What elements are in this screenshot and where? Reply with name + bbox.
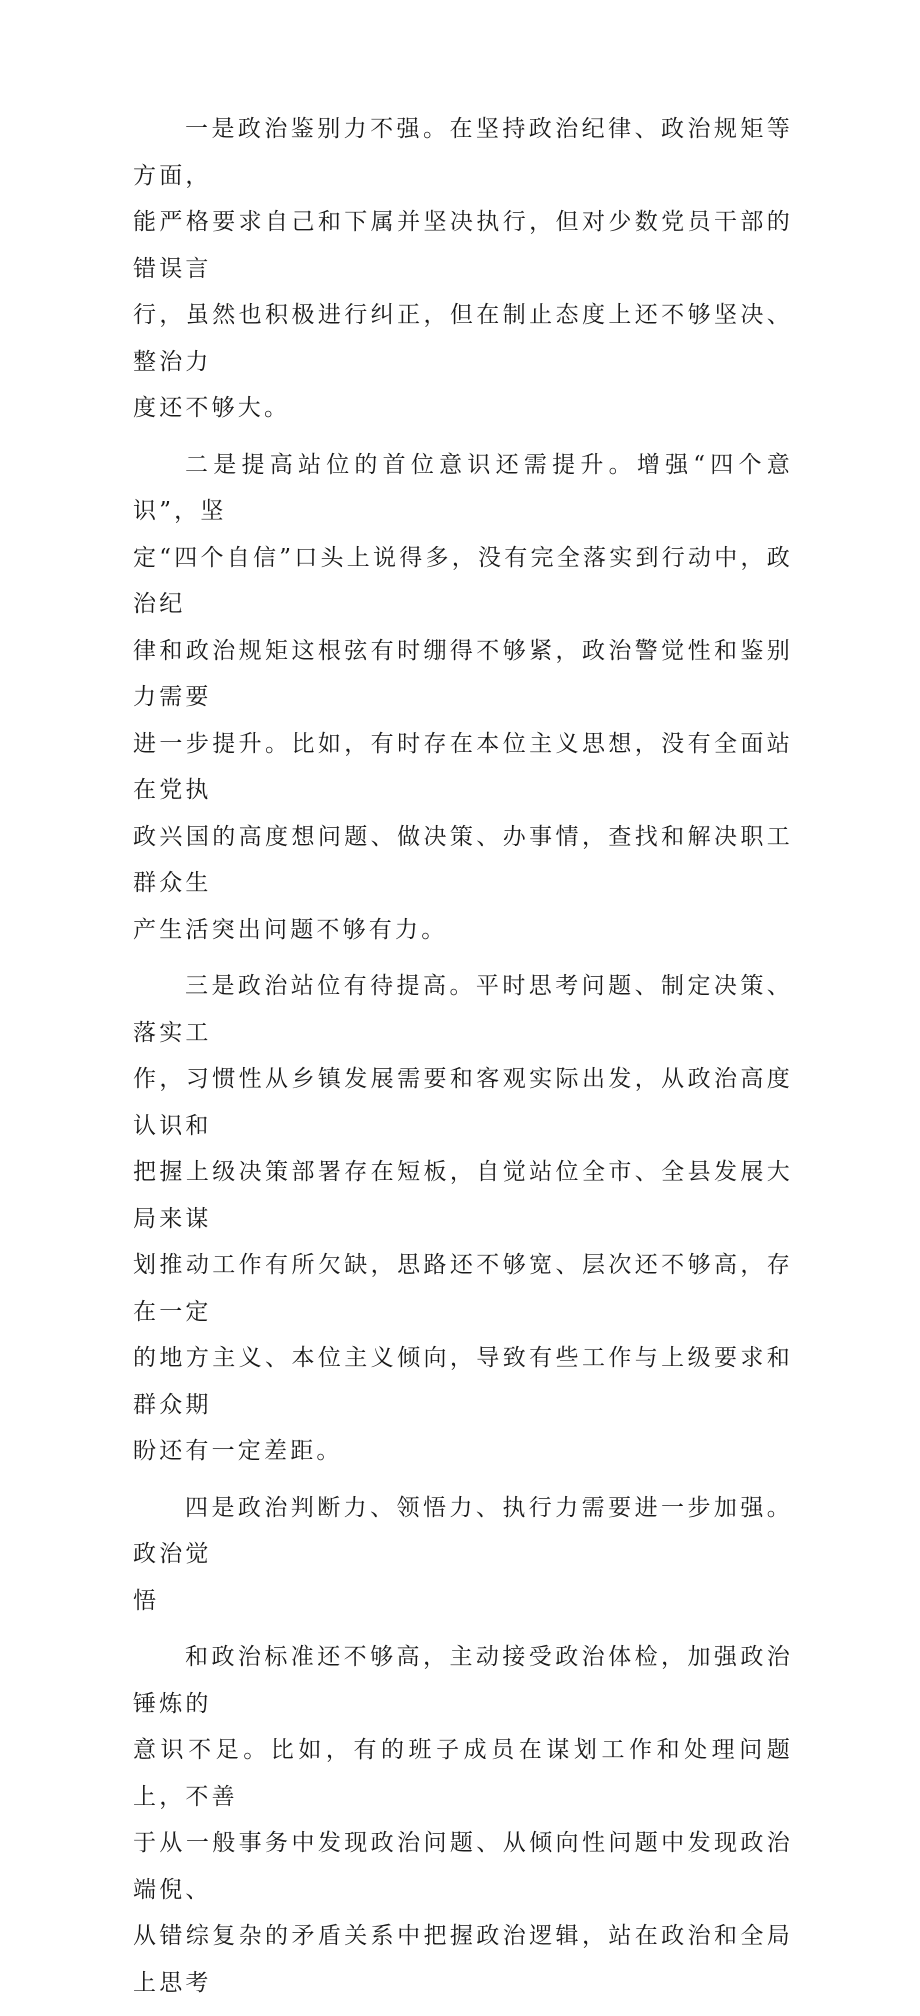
paragraph-2: 二是提高站位的首位意识还需提升。增强“四个意识”，坚 定“四个自信”口头上说得多，没有完全落实到行动中，政治纪 律和政治规矩这根弦有时绷得不够紧，政治警觉性和鉴别力需要 进一步提升。比如，有时存在本位主义思想，没有全面站在党执 政兴国的高度想问题、做决策、办事情，查找和解决职工群众生 产生活突出问题不够有力。 (133, 451, 793, 943)
paragraph-5: 和政治标准还不够高，主动接受政治体检，加强政治锤炼的 意识不足。比如，有的班子成员在谋划工作和处理问题上，不善 于从一般事务中发现政治问题、从倾向性问题中发现政治端倪、 从错综复杂的矛盾关系中把握政治逻辑，站在政治和全局上思考 (133, 1644, 793, 1996)
paragraph-1: 一是政治鉴别力不强。在坚持政治纪律、政治规矩等方面， 能严格要求自己和下属并坚决执行，但对少数党员干部的错误言 行，虽然也积极进行纠正，但在制止态度上还不够坚决、整治力 度还不够大。 (133, 116, 793, 421)
paragraph-3: 三是政治站位有待提高。平时思考问题、制定决策、落实工 作，习惯性从乡镇发展需要和客观实际出发，从政治高度认识和 把握上级决策部署存在短板，自觉站位全市、全县发展大局来谋 划推动工作有所欠缺，思路还不够宽、层次还不够高，存在一定 的地方主义、本位主义倾向，导致有些工作与上级要求和群众期 盼还有一定差距。 (133, 973, 793, 1464)
document-body (133, 106, 793, 2016)
paragraph-4: 四是政治判断力、领悟力、执行力需要进一步加强。政治觉 悟 (133, 1494, 793, 1614)
